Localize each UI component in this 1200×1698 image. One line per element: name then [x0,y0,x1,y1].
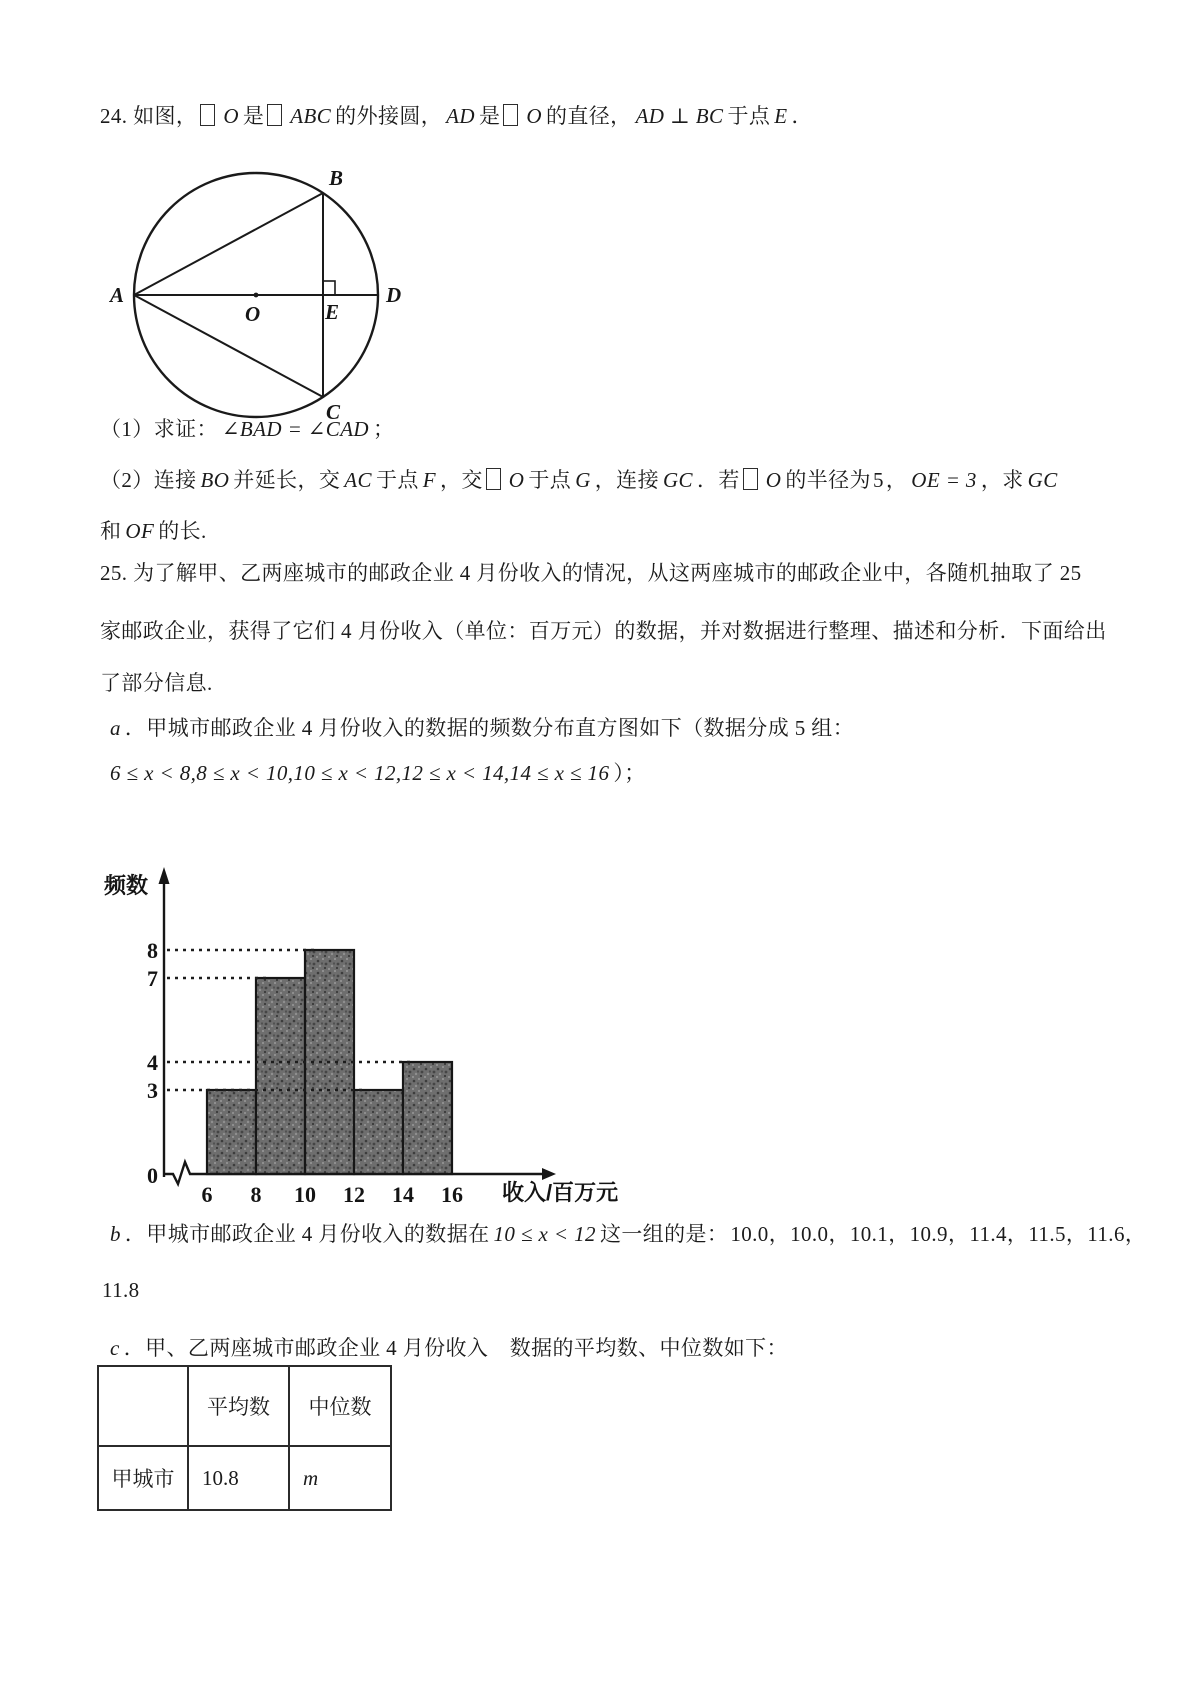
table-header-empty [98,1366,188,1446]
table-cell-median-value: m [289,1446,391,1510]
q25-item-a: a ．甲城市邮政企业 4 月份收入的数据的频数分布直方图如下（数据分成 5 组： [110,716,855,740]
y-axis-arrow-icon [159,867,170,884]
chord-AC [134,295,323,397]
q25-intro-line2: 家邮政企业，获得了它们 4 月份收入（单位：百万元）的数据，并对数据进行整理、描述和分析．下面给出 [100,619,1107,643]
histogram-bar [207,1090,256,1174]
stats-table [97,1365,392,1511]
q24-part2-line1: （2）连接 BO 并延长，交 AC 于点 F ，交 O 于点 G ，连接 GC ．若 O 的半径为5， OE = 3 ，求 GC [100,468,1058,492]
center-dot [254,293,259,298]
y-tick-label: 4 [147,1050,158,1075]
point-label-E: E [325,300,340,324]
point-label-C: C [326,400,341,424]
x-tick-label: 10 [294,1182,316,1207]
point-label-B: B [329,166,344,190]
y-tick-label: 7 [147,966,158,991]
point-label-D: D [386,283,402,307]
x-axis-arrow-icon [542,1168,556,1180]
table-header-row [98,1366,391,1446]
histogram-bar [403,1062,452,1174]
y-axis-title: 频数 [104,873,149,898]
y-tick-label: 3 [147,1078,158,1103]
chord-AB [134,193,323,295]
q25-item-b-line2: 11.8 [102,1278,140,1302]
table-header-median: 中位数 [289,1366,391,1446]
q25-group-ranges: 6 ≤ x < 8,8 ≤ x < 10,10 ≤ x < 12,12 ≤ x < 14,14 ≤ x ≤ 16 ）； [110,761,646,785]
point-label-O: O [245,302,261,326]
histogram-bar [256,978,305,1174]
q25-item-c: c ．甲、乙两座城市邮政企业 4 月份收入 数据的平均数、中位数如下： [110,1336,788,1360]
x-tick-label: 14 [392,1182,414,1207]
q25-intro-line3: 了部分信息. [100,671,213,695]
y-tick-label: 8 [147,938,158,963]
q25-item-b-line1: b ．甲城市邮政企业 4 月份收入的数据在 10 ≤ x < 12 这一组的是：10.0，10.0，10.1，10.9，11.4，11.5，11.6， [110,1222,1147,1246]
x-axis-tick-labels [202,1182,464,1207]
circle-diagram [96,148,436,426]
q24-part2-line2: 和 OF 的长. [100,519,207,543]
table-header-mean: 平均数 [188,1366,289,1446]
table-cell-city-name: 甲城市 [98,1446,188,1510]
y-axis-tick-labels [147,938,158,1188]
q25-intro-line1: 25. 为了解甲、乙两座城市的邮政企业 4 月份收入的情况，从这两座城市的邮政企业中，各随机抽取了 25 [100,561,1082,585]
x-tick-label: 12 [343,1182,365,1207]
point-label-A: A [110,283,125,307]
x-tick-label: 8 [250,1182,262,1207]
x-axis-title: 收入/百万元 [502,1180,619,1205]
table-row-city-a [98,1446,391,1510]
frequency-histogram [100,862,700,1214]
x-tick-label: 6 [201,1182,213,1207]
x-tick-label: 16 [441,1182,463,1207]
table-cell-mean-value: 10.8 [188,1446,289,1510]
histogram-bar [354,1090,403,1174]
right-angle-mark [323,281,335,295]
q24-part1: （1）求证： ∠BAD = ∠CAD ； [100,417,395,441]
question-24-intro: 24. 如图， O 是 ABC 的外接圆， AD 是 O 的直径， AD ⊥ BC 于点 E ． [100,104,813,128]
origin-label: 0 [147,1163,158,1188]
